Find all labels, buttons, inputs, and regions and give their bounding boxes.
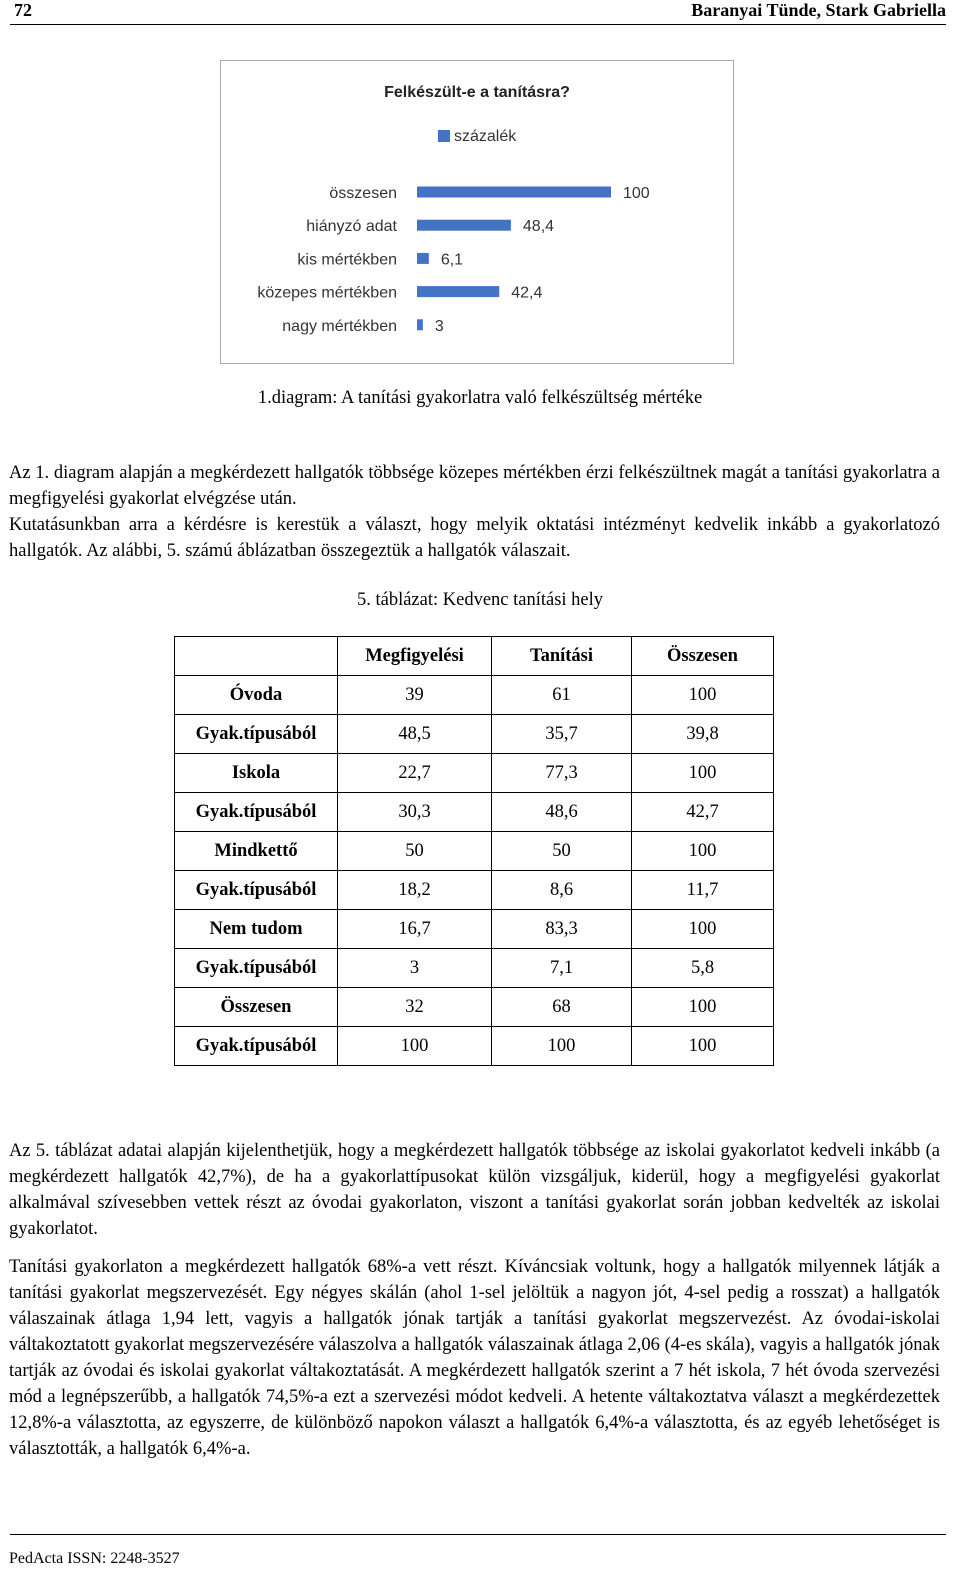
chart-caption: 1.diagram: A tanítási gyakorlatra való felkészültség mértéke xyxy=(257,388,703,408)
bar xyxy=(417,319,423,330)
table-row xyxy=(175,715,774,754)
table-row xyxy=(175,988,774,1027)
table-cell: 100 xyxy=(338,1027,492,1066)
footer-rule xyxy=(10,1534,946,1535)
table-caption: 5. táblázat: Kedvenc tanítási hely xyxy=(356,590,604,610)
favourite-teaching-place-table xyxy=(174,636,774,1066)
row-label: Gyak.típusából xyxy=(175,1027,338,1066)
table-row xyxy=(175,949,774,988)
table-cell: 48,6 xyxy=(492,793,632,832)
table-row xyxy=(175,754,774,793)
table-cell: 39,8 xyxy=(632,715,774,754)
row-label: Óvoda xyxy=(175,676,338,715)
paragraph-2: Kutatásunkban arra a kérdésre is kerestük a választ, hogy melyik oktatási intézményt kedvelik inkább a gyakorlatozó hallgatók. Az alábbi, 5. számú áblázatban összegeztük a hallgatók válaszait. xyxy=(9,515,940,561)
page-footer: PedActa ISSN: 2248-3527 xyxy=(9,1550,180,1567)
table-cell: 100 xyxy=(632,988,774,1027)
legend-swatch xyxy=(438,130,450,142)
table-cell: 100 xyxy=(492,1027,632,1066)
header-cell-empty xyxy=(175,637,338,676)
bar-chart xyxy=(220,60,734,364)
paragraph-3: Az 5. táblázat adatai alapján kijelenthetjük, hogy a megkérdezett hallgatók többsége az iskolai gyakorlatot kedveli inkább (a megkérdezett hallgatók 42,7%), de ha a gyakorlattípusokat külön vizsgáljuk, kiderül, hogy a megfigyelési gyakorlat alkalmával szívesebben vettek részt az óvodai gyakorlaton, viszont a tanítási gyakorlat során jobban kedvelték az iskolai gyakorlatot. xyxy=(9,1141,940,1239)
bar xyxy=(417,253,429,264)
table-cell: 50 xyxy=(492,832,632,871)
category-label: hiányzó adat xyxy=(306,218,397,236)
table-cell: 50 xyxy=(338,832,492,871)
table-cell: 100 xyxy=(632,754,774,793)
table-cell: 5,8 xyxy=(632,949,774,988)
chart-title: Felkészült-e a tanításra? xyxy=(384,84,570,101)
bar-chart-svg xyxy=(221,61,733,363)
row-label: Nem tudom xyxy=(175,910,338,949)
header-cell-osszesen: Összesen xyxy=(632,637,774,676)
table-cell: 48,5 xyxy=(338,715,492,754)
category-label: közepes mértékben xyxy=(257,284,397,302)
paragraph-1: Az 1. diagram alapján a megkérdezett hallgatók többsége közepes mértékben érzi felkészültnek magát a tanítási gyakorlatra a megfigyelési gyakorlat elvégzése után. xyxy=(9,463,940,509)
category-label: kis mértékben xyxy=(297,251,397,269)
table-cell: 100 xyxy=(632,910,774,949)
table-cell: 16,7 xyxy=(338,910,492,949)
table-row xyxy=(175,793,774,832)
table-cell: 18,2 xyxy=(338,871,492,910)
table-cell: 22,7 xyxy=(338,754,492,793)
page-header xyxy=(10,0,946,25)
bar xyxy=(417,286,499,297)
data-label: 3 xyxy=(434,317,444,335)
table-cell: 42,7 xyxy=(632,793,774,832)
row-label: Iskola xyxy=(175,754,338,793)
table-cell: 11,7 xyxy=(632,871,774,910)
table-cell: 30,3 xyxy=(338,793,492,832)
table-header-row xyxy=(175,637,774,676)
row-label: Összesen xyxy=(175,988,338,1027)
header-cell-megfigyelesi: Megfigyelési xyxy=(338,637,492,676)
bar xyxy=(417,220,511,231)
table-row xyxy=(175,910,774,949)
data-label: 6,1 xyxy=(440,251,464,269)
table-row xyxy=(175,832,774,871)
table-row xyxy=(175,1027,774,1066)
data-label: 48,4 xyxy=(522,218,555,236)
category-label: összesen xyxy=(329,185,397,202)
header-cell-tanitasi: Tanítási xyxy=(492,637,632,676)
table-row xyxy=(175,871,774,910)
row-label: Gyak.típusából xyxy=(175,793,338,832)
table-cell: 61 xyxy=(492,676,632,715)
table-cell: 39 xyxy=(338,676,492,715)
table-cell: 83,3 xyxy=(492,910,632,949)
row-label: Gyak.típusából xyxy=(175,871,338,910)
legend-label: százalék xyxy=(454,128,517,145)
table-cell: 32 xyxy=(338,988,492,1027)
table-cell: 77,3 xyxy=(492,754,632,793)
table-cell: 8,6 xyxy=(492,871,632,910)
table-cell: 35,7 xyxy=(492,715,632,754)
row-label: Gyak.típusából xyxy=(175,949,338,988)
running-head-authors: Baranyai Tünde, Stark Gabriella xyxy=(691,0,946,20)
table-row xyxy=(175,676,774,715)
bar xyxy=(417,187,611,198)
paragraph-4: Tanítási gyakorlaton a megkérdezett hallgatók 68%-a vett részt. Kíváncsiak voltunk, hogy a hallgatók milyennek látják a tanítási gyakorlat megszervezését. Egy négyes skálán (ahol 1-sel jelöltük a nagyon jót, 4-sel pedig a rosszat) a hallgatók válaszainak átlaga 1,94 lett, vagyis a hallgatók jónak tartják a tanítási gyakorlat megszervezést. Az óvodai-iskolai váltakoztatott gyakorlat megszervezésére válaszolva a hallgatók válaszainak átlaga 2,06 (4-es skála), vagyis a hallgatók jónak tartják az óvodai és iskolai gyakorlat váltakoztatását. A megkérdezett hallgatók szerint a 7 hét iskola, 7 hét óvoda szervezési mód a legnépszerűbb, a hallgatók 74,5%-a ezt a szervezési módot kedveli. A hetente váltakoztatva választ a megkérdezettek 12,8%-a választotta, az egyszerre, de különböző napokon választ a hallgatók 6,4%-a választotta, és az egyéb lehetőséget is választották, a hallgatók 6,4%-a. xyxy=(9,1257,940,1459)
table-cell: 100 xyxy=(632,676,774,715)
category-label: nagy mértékben xyxy=(282,317,397,335)
table-cell: 7,1 xyxy=(492,949,632,988)
table-cell: 3 xyxy=(338,949,492,988)
data-label: 100 xyxy=(623,185,650,202)
table-cell: 100 xyxy=(632,832,774,871)
data-label: 42,4 xyxy=(511,284,543,302)
table-cell: 100 xyxy=(632,1027,774,1066)
row-label: Mindkettő xyxy=(175,832,338,871)
row-label: Gyak.típusából xyxy=(175,715,338,754)
table-cell: 68 xyxy=(492,988,632,1027)
page-number: 72 xyxy=(14,0,32,20)
